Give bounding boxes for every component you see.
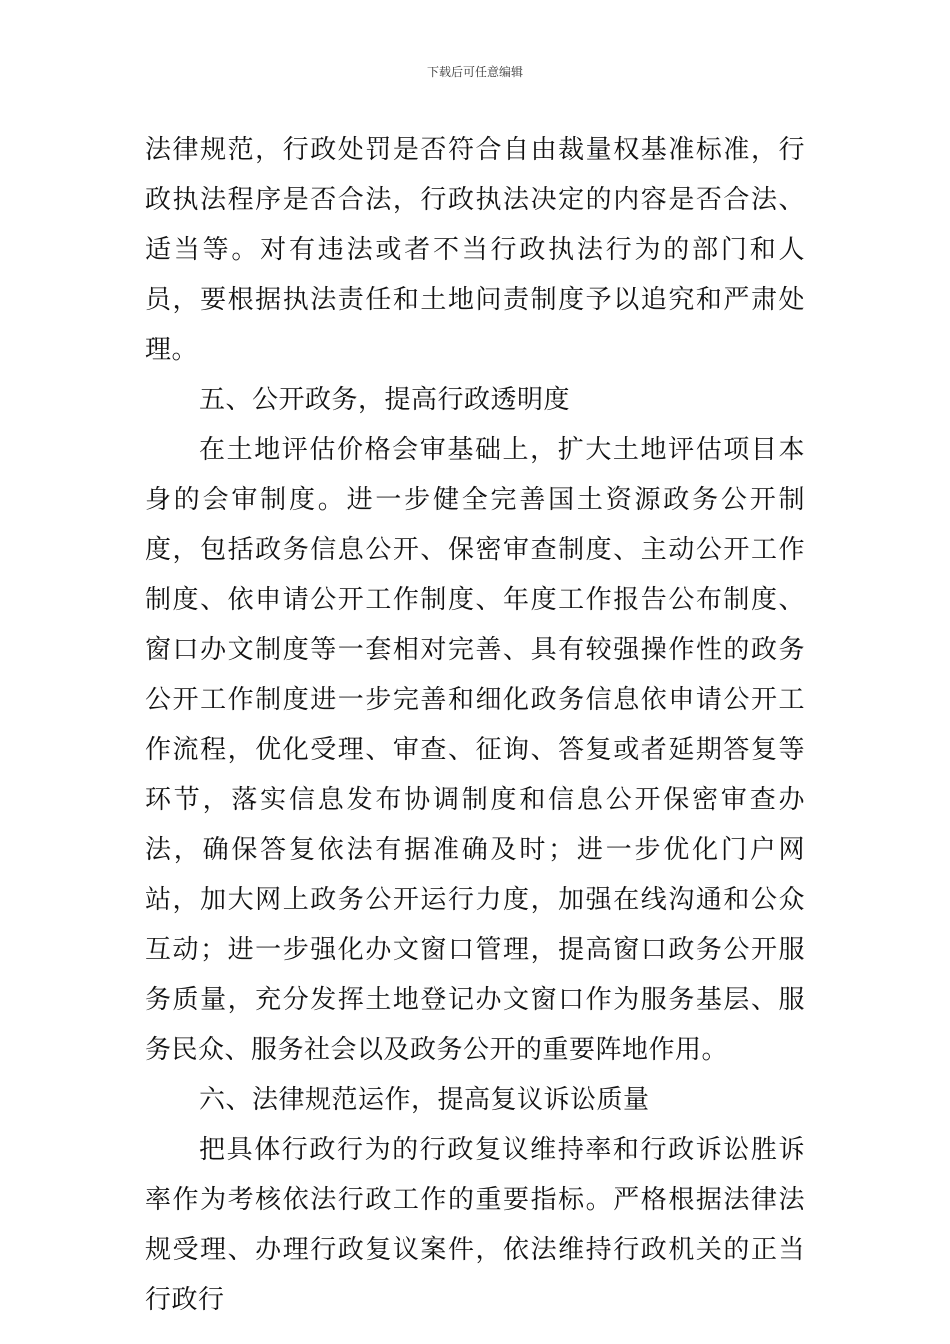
page-header-note: 下载后可任意编辑 [426,65,523,79]
heading-section-six: 六、法律规范运作，提高复议诉讼质量 [199,1085,650,1115]
document-body [145,125,805,1325]
paragraph-review-litigation: 把具体行政行为的行政复议维持率和行政诉讼胜诉率作为考核依法行政工作的重要指标。严格根据法律法规受理、办理行政复议案件，依法维持行政机关的正当行政行 [145,1135,805,1315]
heading-section-five: 五、公开政务，提高行政透明度 [199,385,571,415]
paragraph-open-government: 在土地评估价格会审基础上，扩大土地评估项目本身的会审制度。进一步健全完善国土资源政务公开制度，包括政务信息公开、保密审查制度、主动公开工作制度、依申请公开工作制度、年度工作报告公布制度、窗口办文制度等一套相对完善、具有较强操作性的政务公开工作制度进一步完善和细化政务信息依申请公开工作流程，优化受理、审查、征询、答复或者延期答复等环节，落实信息发布协调制度和信息公开保密审查办法，确保答复依法有据准确及时；进一步优化门户网站，加大网上政务公开运行力度，加强在线沟通和公众互动；进一步强化办文窗口管理，提高窗口政务公开服务质量，充分发挥土地登记办文窗口作为服务基层、服务民众、服务社会以及政务公开的重要阵地作用。 [145,435,805,1065]
paragraph-enforcement-review: 法律规范，行政处罚是否符合自由裁量权基准标准，行政执法程序是否合法，行政执法决定的内容是否合法、适当等。对有违法或者不当行政执法行为的部门和人员，要根据执法责任和土地问责制度予以追究和严肃处理。 [145,135,805,365]
